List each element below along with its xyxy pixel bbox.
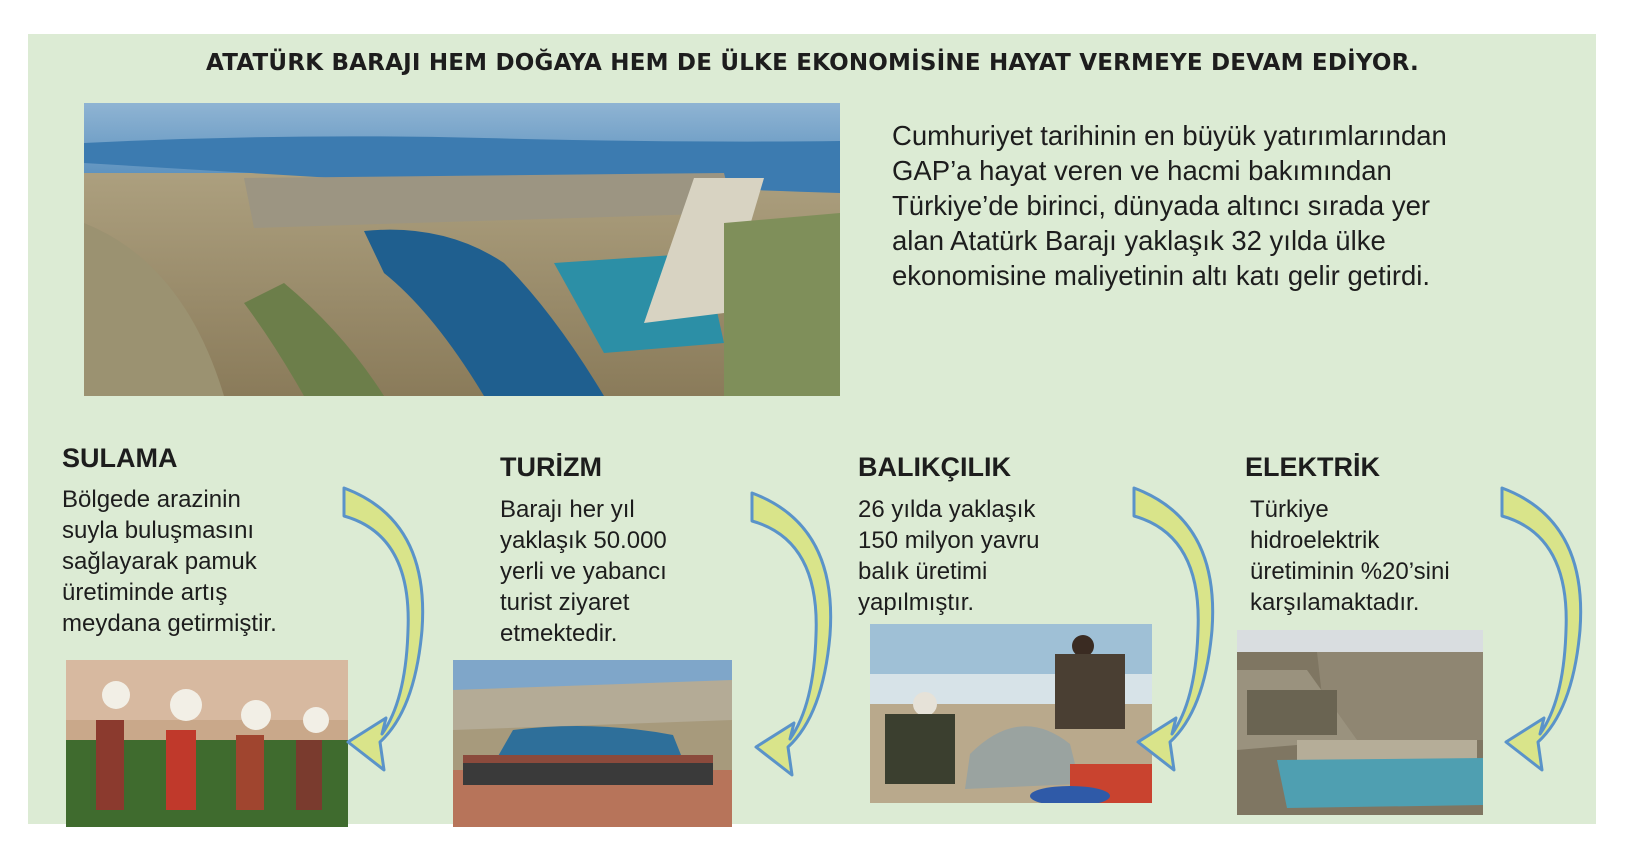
- intro-line: alan Atatürk Barajı yaklaşık 32 yılda ülke: [892, 225, 1386, 256]
- page-title: ATATÜRK BARAJI HEM DOĞAYA HEM DE ÜLKE EKONOMİSİNE HAYAT VERMEYE DEVAM EDİYOR.: [206, 50, 1419, 76]
- intro-line: Türkiye’de birinci, dünyada altıncı sırada yer: [892, 190, 1431, 221]
- fishermen-photo: [870, 624, 1152, 803]
- curved-arrow-icon: [1498, 480, 1598, 780]
- intro-line: ekonomisine maliyetinin altı katı gelir getirdi.: [892, 260, 1431, 291]
- section-line: 26 yılda yaklaşık: [858, 496, 1036, 523]
- curved-arrow-icon: [748, 485, 848, 785]
- section-line: suyla buluşmasını: [62, 517, 255, 544]
- section-text-sulama: [62, 484, 362, 639]
- curved-arrow-icon: [1130, 480, 1230, 780]
- section-line: balık üretimi: [858, 558, 988, 585]
- section-title-turizm: TURİZM: [500, 452, 602, 482]
- section-line: üretiminin %20’sini: [1250, 558, 1450, 585]
- section-title-elektrik: ELEKTRİK: [1245, 452, 1380, 482]
- section-line: üretiminde artış: [62, 579, 228, 606]
- section-line: etmektedir.: [500, 620, 618, 647]
- intro-paragraph: [892, 118, 1552, 293]
- curved-arrow-icon: [340, 480, 440, 780]
- section-line: yaklaşık 50.000: [500, 527, 667, 554]
- section-text-balikcilik: [858, 494, 1158, 618]
- section-line: turist ziyaret: [500, 589, 630, 616]
- section-title-balikcilik: BALIKÇILIK: [858, 452, 1011, 482]
- section-line: Barajı her yıl: [500, 496, 635, 523]
- hydroelectric-plant-photo: [1237, 630, 1483, 815]
- section-line: Türkiye: [1250, 496, 1329, 523]
- section-line: sağlayarak pamuk: [62, 548, 257, 575]
- section-title-sulama: SULAMA: [62, 443, 178, 473]
- section-line: karşılamaktadır.: [1250, 589, 1420, 616]
- tourists-at-dam-photo: [453, 660, 732, 827]
- section-line: 150 milyon yavru: [858, 527, 1040, 554]
- intro-line: Cumhuriyet tarihinin en büyük yatırımlarından: [892, 120, 1447, 151]
- section-line: hidroelektrik: [1250, 527, 1380, 554]
- dam-aerial-photo: [84, 103, 840, 396]
- section-line: yapılmıştır.: [858, 589, 975, 616]
- section-line: meydana getirmiştir.: [62, 610, 277, 637]
- section-line: yerli ve yabancı: [500, 558, 667, 585]
- cotton-harvest-photo: [66, 660, 348, 827]
- intro-line: GAP’a hayat veren ve hacmi bakımından: [892, 155, 1392, 186]
- section-line: Bölgede arazinin: [62, 486, 241, 513]
